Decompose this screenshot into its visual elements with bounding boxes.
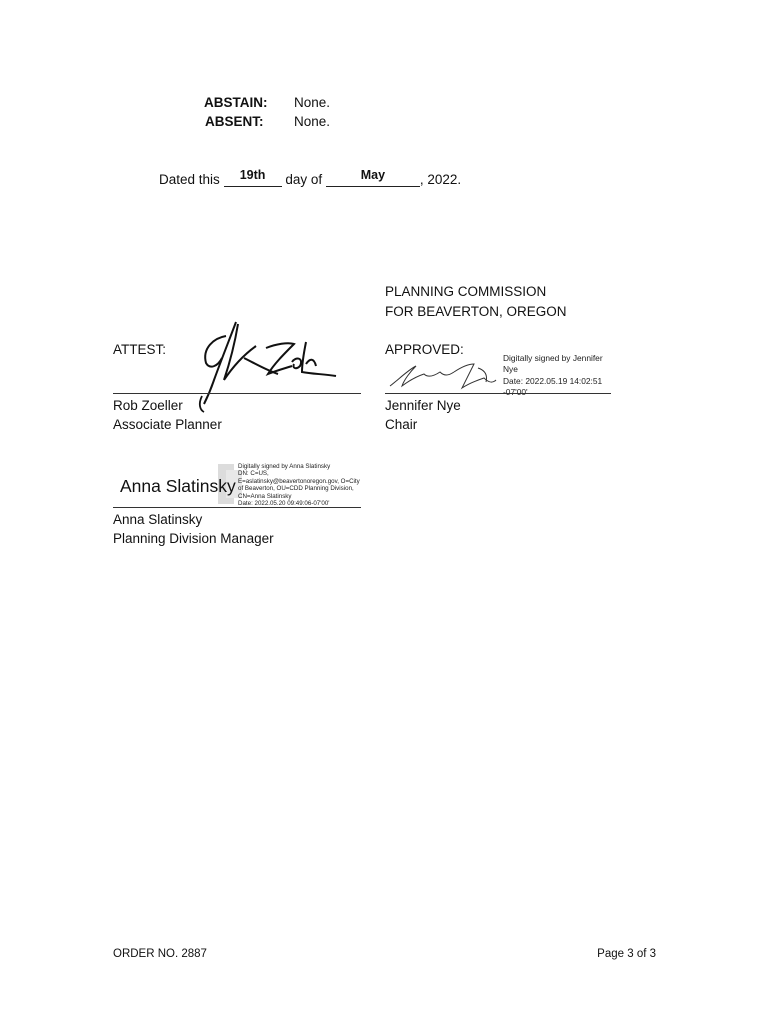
month-field xyxy=(326,168,420,187)
manager-signature-line xyxy=(113,507,361,508)
manager-signature-name: Anna Slatinsky xyxy=(120,476,236,496)
day-field xyxy=(224,168,282,187)
absent-label: ABSENT: xyxy=(205,114,264,129)
attest-label: ATTEST: xyxy=(113,342,167,357)
attest-name: Rob Zoeller xyxy=(113,398,183,413)
jennifer-sig-line: Digitally signed by Jennifer xyxy=(503,353,603,363)
jennifer-sig-line: Date: 2022.05.19 14:02:51 xyxy=(503,375,603,386)
manager-sig-line: E=aslatinsky@beavertonoregon.gov, O=City xyxy=(238,477,360,485)
approved-name: Jennifer Nye xyxy=(385,398,461,413)
order-number: ORDER NO. 2887 xyxy=(113,948,207,960)
jennifer-nye-signature xyxy=(388,358,500,392)
manager-name: Anna Slatinsky xyxy=(113,512,203,527)
manager-sig-line: CN=Anna Slatinsky xyxy=(238,492,292,500)
dated-middle: day of xyxy=(285,172,323,187)
dated-line xyxy=(159,168,462,187)
manager-sig-line: of Beaverton, OU=CDD Planning Division, xyxy=(238,485,354,493)
commission-line-1: PLANNING COMMISSION xyxy=(385,284,547,299)
jennifer-sig-line: Nye xyxy=(503,364,518,375)
abstain-value: None. xyxy=(294,95,331,110)
jennifer-sig-line: -07'00' xyxy=(503,387,528,398)
absent-value: None. xyxy=(294,114,331,129)
commission-line-2: FOR BEAVERTON, OREGON xyxy=(385,304,567,319)
abstain-label: ABSTAIN: xyxy=(204,95,268,110)
manager-digital-signature xyxy=(238,463,360,507)
attest-title: Associate Planner xyxy=(113,417,222,432)
rob-zoeller-signature xyxy=(196,318,341,418)
dated-suffix: , 2022. xyxy=(419,172,462,187)
manager-sig-line: Digitally signed by Anna Slatinsky xyxy=(238,463,331,470)
jennifer-digital-signature xyxy=(503,353,603,399)
month-value: May xyxy=(360,168,386,182)
day-value: 19th xyxy=(239,168,266,182)
manager-title: Planning Division Manager xyxy=(113,531,274,546)
manager-sig-line: DN: C=US, xyxy=(238,470,269,478)
approved-signature-line xyxy=(385,393,611,394)
attest-signature-line xyxy=(113,393,361,394)
manager-sig-line: Date: 2022.05.20 09:49:06-07'00' xyxy=(238,500,330,508)
page-number: Page 3 of 3 xyxy=(597,948,656,960)
dated-prefix: Dated this xyxy=(159,172,220,187)
approved-label: APPROVED: xyxy=(385,342,464,357)
approved-title: Chair xyxy=(385,417,418,432)
